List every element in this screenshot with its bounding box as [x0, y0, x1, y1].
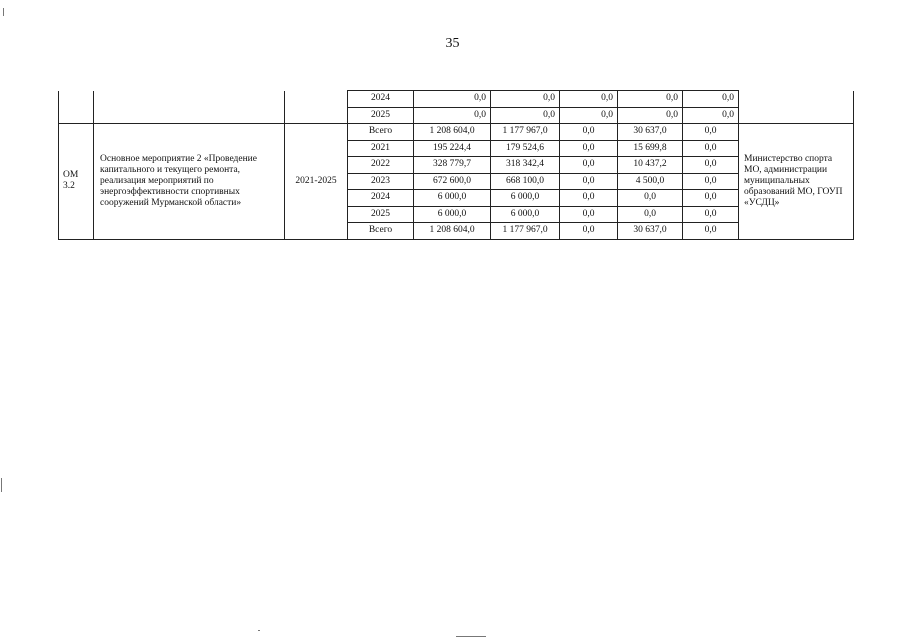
year-cell: 2023: [348, 173, 414, 190]
year-cell: Всего: [348, 124, 414, 141]
value-cell: 15 699,8: [618, 140, 683, 157]
value-cell: 0,0: [491, 91, 560, 108]
financing-table: [58, 90, 854, 240]
value-cell: 0,0: [560, 124, 618, 141]
name-cell-continuation: [94, 91, 285, 124]
value-cell: 6 000,0: [414, 206, 491, 223]
code-cell-continuation: [59, 91, 94, 124]
value-cell: 668 100,0: [491, 173, 560, 190]
value-cell: 0,0: [618, 206, 683, 223]
scan-mark-bottom: [456, 636, 486, 637]
year-cell: 2025: [348, 107, 414, 124]
year-cell: 2021: [348, 140, 414, 157]
value-cell: 0,0: [683, 223, 739, 240]
value-cell: 318 342,4: [491, 157, 560, 174]
value-cell: 0,0: [683, 91, 739, 108]
year-cell: 2024: [348, 190, 414, 207]
financing-table-wrapper: [58, 90, 853, 240]
measure-period-cell: 2021-2025: [285, 124, 348, 240]
value-cell: 0,0: [560, 157, 618, 174]
scan-mark-dot: [258, 630, 260, 631]
year-cell: 2025: [348, 206, 414, 223]
value-cell: 179 524,6: [491, 140, 560, 157]
value-cell: 0,0: [683, 190, 739, 207]
value-cell: 6 000,0: [414, 190, 491, 207]
value-cell: 0,0: [683, 157, 739, 174]
value-cell: 6 000,0: [491, 206, 560, 223]
value-cell: 1 208 604,0: [414, 223, 491, 240]
scan-mark-left: [1, 478, 2, 492]
executor-cell-continuation: [739, 91, 854, 124]
value-cell: 10 437,2: [618, 157, 683, 174]
value-cell: 0,0: [683, 107, 739, 124]
value-cell: 328 779,7: [414, 157, 491, 174]
value-cell: 0,0: [560, 206, 618, 223]
table-row: [59, 91, 854, 108]
executor-cell: Министерство спорта МО, администрации муниципальных образований МО, ГОУП «УСДЦ»: [739, 124, 854, 240]
value-cell: 0,0: [560, 173, 618, 190]
value-cell: 0,0: [618, 91, 683, 108]
scan-mark-top-left: [3, 8, 4, 16]
table-row: [59, 124, 854, 141]
value-cell: 1 208 604,0: [414, 124, 491, 141]
measure-code-cell: ОМ 3.2: [59, 124, 94, 240]
value-cell: 4 500,0: [618, 173, 683, 190]
year-cell: 2022: [348, 157, 414, 174]
value-cell: 30 637,0: [618, 223, 683, 240]
value-cell: 0,0: [560, 190, 618, 207]
value-cell: 0,0: [683, 173, 739, 190]
value-cell: 0,0: [491, 107, 560, 124]
page-number: 35: [445, 36, 460, 51]
value-cell: 0,0: [683, 206, 739, 223]
year-cell: 2024: [348, 91, 414, 108]
value-cell: 0,0: [683, 140, 739, 157]
value-cell: 0,0: [560, 223, 618, 240]
value-cell: 30 637,0: [618, 124, 683, 141]
value-cell: 0,0: [683, 124, 739, 141]
value-cell: 6 000,0: [491, 190, 560, 207]
period-cell-continuation: [285, 91, 348, 124]
value-cell: 0,0: [414, 107, 491, 124]
year-cell: Всего: [348, 223, 414, 240]
value-cell: 0,0: [560, 140, 618, 157]
measure-name-cell: Основное мероприятие 2 «Проведение капитального и текущего ремонта, реализация мероприятий по энергоэффективности спортивных сооружений Мурманской области»: [94, 124, 285, 240]
value-cell: 0,0: [618, 107, 683, 124]
value-cell: 1 177 967,0: [491, 124, 560, 141]
value-cell: 672 600,0: [414, 173, 491, 190]
value-cell: 195 224,4: [414, 140, 491, 157]
value-cell: 0,0: [618, 190, 683, 207]
value-cell: 1 177 967,0: [491, 223, 560, 240]
value-cell: 0,0: [414, 91, 491, 108]
value-cell: 0,0: [560, 91, 618, 108]
value-cell: 0,0: [560, 107, 618, 124]
